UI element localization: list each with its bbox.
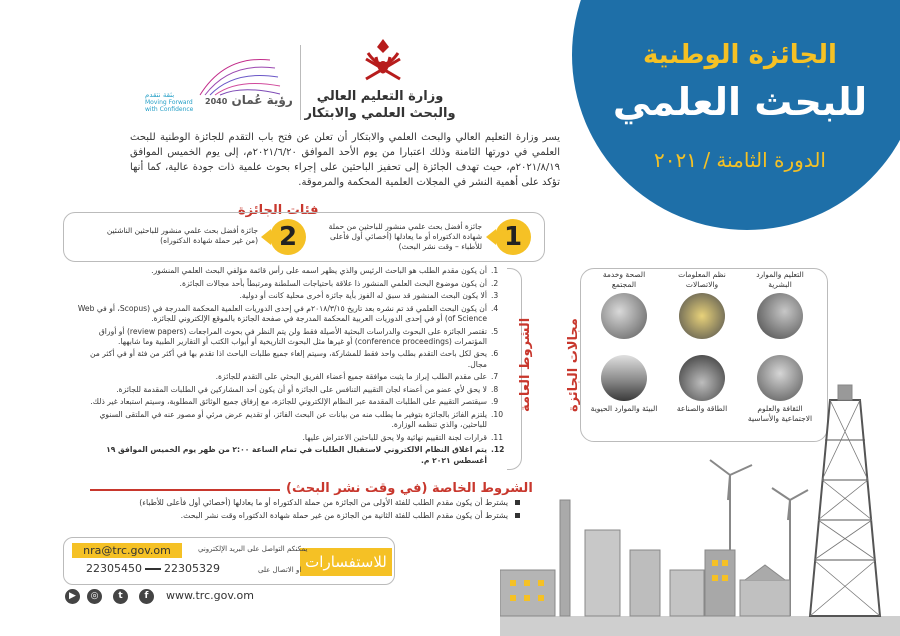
category-2-text: جائزة أفضل بحث علمي منشور للباحثين الناشئين (من غير حملة شهادة الدكتوراه) xyxy=(106,226,258,245)
condition-item: 4. أن يكون البحث العلمي قد تم نشره بعد تاريخ ٢٠١٨/٣/١٥م في إحدى الدوريات العلمية المحكمة المدرجة في (Scopus، أو في Web of Science) أو في إحدى الدوريات العربية المحكمة المدرجة في صفحة الجائزة بالموقع الإلكتروني للجائزة. xyxy=(77,303,499,323)
contact-phone-label: او الاتصال على xyxy=(258,566,302,574)
contact-email-link[interactable]: nra@trc.gov.om xyxy=(72,543,182,558)
condition-item: 2. أن يكون موضوع البحث العلمي المنشور ذا علاقة باحتياجات السلطنة ومرتبطاً بأحد مجالات الجائزة. xyxy=(179,278,499,288)
contact-title: للاستفسارات xyxy=(300,548,392,576)
award-edition: الدورة الثامنة / ٢٠٢١ xyxy=(654,148,826,172)
contact-email-label: يمكنكم التواصل على البريد الإلكتروني xyxy=(198,545,308,553)
categories-title: فئات الجائزة xyxy=(232,203,325,218)
award-subtitle: للبحث العلمي xyxy=(612,80,868,124)
instagram-icon[interactable]: ◎ xyxy=(87,589,102,604)
twitter-icon[interactable]: t xyxy=(113,589,128,604)
ministry-emblem-icon xyxy=(358,35,408,91)
vision-tagline: بثقة نتقدم Moving Forward with Confidence xyxy=(145,91,194,113)
intro-paragraph: يسر وزارة التعليم العالي والبحث العلمي والابتكار أن تعلن عن فتح باب التقدم للجائزة الوطنية للبحث العلمي في دورتها الثامنة وذلك اعتبارا من يوم الأحد الموافق ٢٠٢١/٦/٢٠م، إلى يوم الخميس الموافق ٢٠٢١/٨/١٩م، حيث تهدف الجائزة إلى تحفيز الباحثين على إجراء بحوث علمية ذات جودة عالية، كما أنها تؤكد على أهمية النشر في المجلات العلمية المحكمة والمرموقة. xyxy=(130,132,560,188)
condition-item: 9. سيقتصر التقييم على الطلبات المقدمة عبر النظام الإلكتروني للجائزة، مع إرفاق جميع الوثائق المطلوبة، وسيتم استبعاد غير ذلك. xyxy=(90,397,499,407)
youtube-icon[interactable]: ▶ xyxy=(65,589,80,604)
education-icon xyxy=(757,293,803,339)
condition-item: 3. ألا يكون البحث المنشور قد سبق له الفوز بأية جائزة أخرى محلية كانت أو دولية. xyxy=(239,291,499,301)
phone-number-2[interactable]: 22305450 xyxy=(86,562,142,575)
condition-item: 5. تقتصر الجائزة على البحوث والدراسات البحثية الأصيلة فقط ولن يتم النظر في بحوث المراجعات (review papers) أو أوراق المؤتمرات (conference proceedings) أو غيرها مثل البحوث التاريخية أو أبواب الكتب أو التقارير الطبية وما شابهها. xyxy=(98,326,499,346)
condition-item: 11. قرارات لجنة التقييم نهائية ولا يحق للباحثين الاعتراض عليها. xyxy=(302,432,504,442)
health-icon xyxy=(601,293,647,339)
phone-number-1[interactable]: 22305329 xyxy=(164,562,220,575)
condition-item: 10. يلتزم الفائز بالجائزة بتوفير ما يطلب منه من بيانات عن البحث الفائز، أو تقديم عرض مرئي أو مصور عنه في الملتقى السنوي للباحثين، والذي تنظمه الوزارة. xyxy=(99,409,504,430)
special-conditions-title: الشروط الخاصة (في وقت نشر البحث) xyxy=(282,481,537,496)
header-divider xyxy=(300,45,301,120)
general-conditions-title: الشروط العامة xyxy=(518,317,533,413)
special-conditions-rule xyxy=(90,489,280,491)
category-1-number: 1 xyxy=(495,219,531,255)
condition-item: 7. على مقدم الطلب إبراز ما يثبت موافقة جميع أعضاء الفريق البحثي على التقدم للجائزة. xyxy=(215,372,499,382)
condition-item: 1. أن يكون مقدم الطلب هو الباحث الرئيس والذي يظهر اسمه على رأس قائمة مؤلفي البحث العلمي المنشور. xyxy=(151,266,499,275)
industry-skyline-illustration xyxy=(500,380,900,636)
field-culture: الثقافة والعلوم الاجتماعية والأساسية xyxy=(746,352,814,426)
field-energy: الطاقة والصناعة xyxy=(668,352,736,426)
category-2-number: 2 xyxy=(270,219,306,255)
category-2-arrow-icon xyxy=(261,229,271,245)
field-education: التعليم والموارد البشرية xyxy=(746,268,814,342)
category-1-arrow-icon xyxy=(486,229,496,245)
special-condition-item: يشترط أن يكون مقدم الطلب للفئة الثانية من الجائزة من غير حملة شهادة الدكتوراه وقت نشر البحث. xyxy=(90,509,520,522)
condition-item: 6. يحق لكل باحث التقدم بطلب واحد فقط للمشاركة، وسيتم إلغاء جميع طلبات الباحث اذا تقدم بها في أكثر من فئة أو في أكثر من مجال. xyxy=(89,349,499,369)
condition-item: 12. يتم اغلاق النظام الالكتروني لاستقبال الطلبات في تمام الساعة ٢:٠٠ من ظهر يوم الخميس الموافق ١٩ أغسطس ٢٠٢١ م. xyxy=(106,445,505,465)
contact-phones xyxy=(86,562,220,575)
fields-title: مجالات الجائزة xyxy=(566,318,581,412)
field-health: الصحة وخدمة المجتمع xyxy=(590,268,658,342)
general-conditions-list xyxy=(75,266,505,468)
ict-icon xyxy=(679,293,725,339)
special-conditions-list xyxy=(90,496,520,522)
condition-item: 8. لا يحق لأي عضو من أعضاء لجان التقييم التنافس على الجائزة أو أن يكون أحد المشاركين في الطلبات المقدمة للجائزة. xyxy=(116,384,499,394)
ministry-name: وزارة التعليم العالي والبحث العلمي والابتكار xyxy=(304,89,456,121)
vision-title: رؤية عُمان 2040 xyxy=(205,93,293,107)
website-link[interactable]: www.trc.gov.om xyxy=(166,589,254,602)
category-1-text: جائزة أفضل بحث علمي منشور للباحثين من حملة شهادة الدكتوراه أو ما يعادلها (أخصائي أول فأعلى للأطباء – وقت نشر البحث) xyxy=(328,222,482,251)
special-condition-item: يشترط أن يكون مقدم الطلب للفئة الأولى من الجائزة من حملة الدكتوراه أو ما يعادلها (أخصائي أول فأعلى للأطباء) xyxy=(90,496,520,509)
field-environment: البيئة والموارد الحيوية xyxy=(590,352,658,426)
facebook-icon[interactable]: f xyxy=(139,589,154,604)
field-ict: نظم المعلومات والاتصالات xyxy=(668,268,736,342)
award-title: الجائزة الوطنية xyxy=(643,40,837,70)
